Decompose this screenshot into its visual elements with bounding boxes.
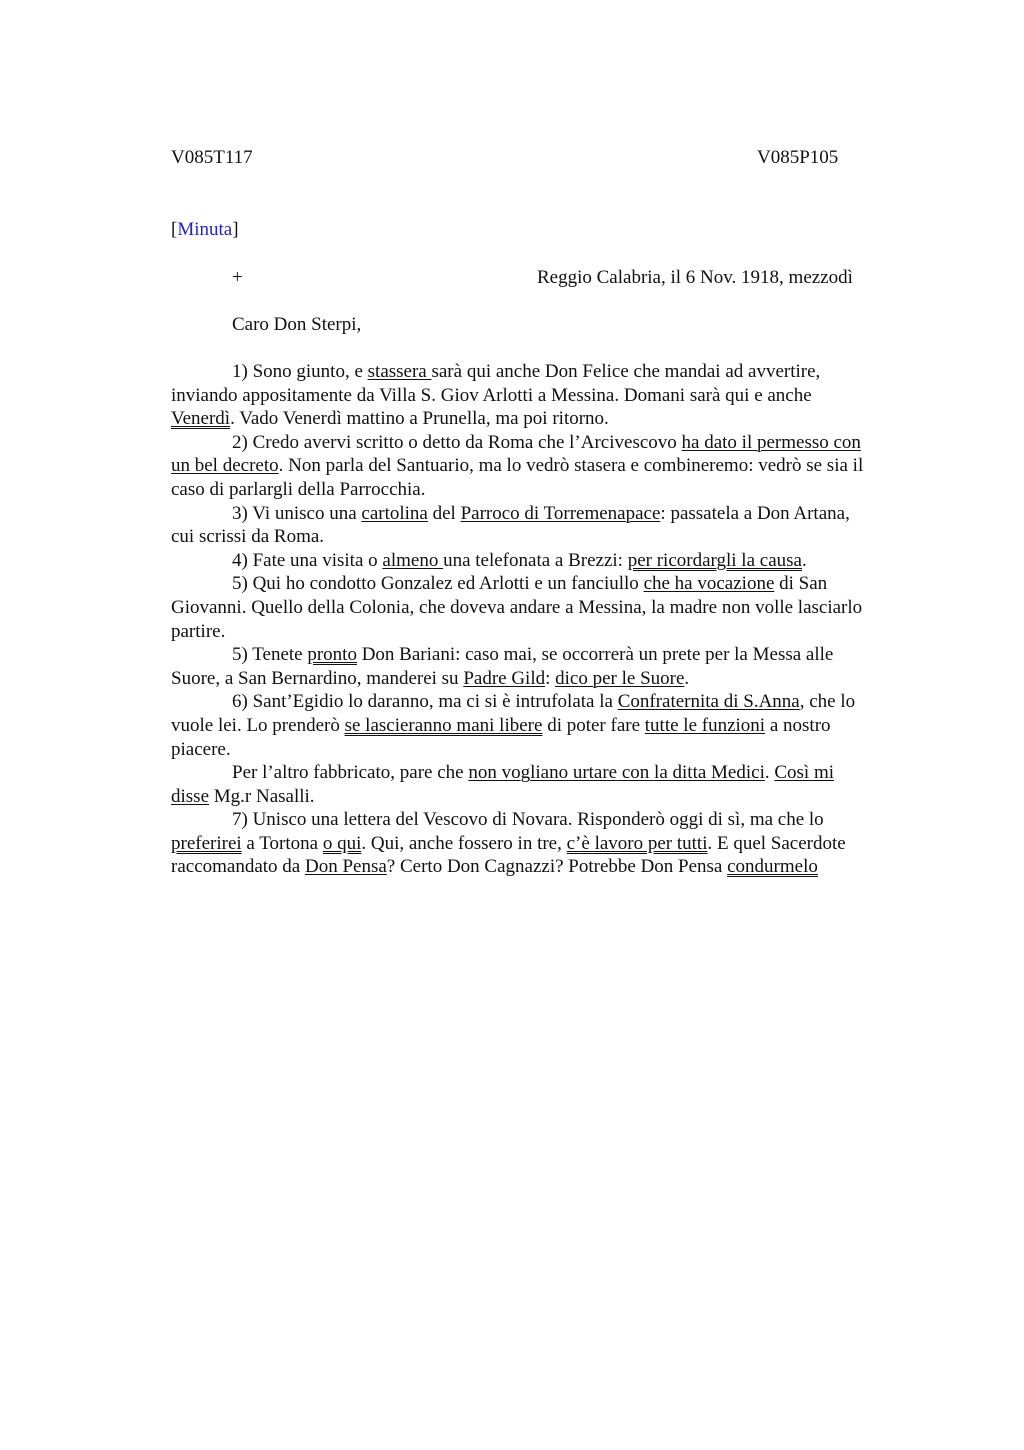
letter-body <box>171 360 931 879</box>
underlined-text: o qui <box>322 832 362 854</box>
letter-line <box>171 431 931 455</box>
letter-line <box>171 407 931 431</box>
underlined-text: un bel decreto <box>171 455 279 477</box>
minuta-link[interactable]: Minuta <box>177 219 233 240</box>
letter-line <box>171 572 931 596</box>
letter-text: 5) Tenete <box>232 644 308 666</box>
letter-text: inviando appositamente da Villa S. Giov Arlotti a Messina. Domani sarà qui e anche <box>171 384 812 406</box>
letter-text: 2) Credo avervi scritto o detto da Roma che l’Arcivescovo <box>232 431 682 453</box>
letter-text: 4) Fate una visita o <box>232 549 383 571</box>
underlined-text: disse <box>171 785 209 807</box>
letter-text: ? Certo Don Cagnazzi? Potrebbe Don Pensa <box>386 856 728 878</box>
underlined-text: pronto <box>307 644 357 666</box>
letter-text: del <box>427 502 461 524</box>
letter-text: . <box>684 667 690 689</box>
letter-line <box>171 384 931 408</box>
letter-text: . <box>801 549 807 571</box>
letter-text: cui scrissi da Roma. <box>171 526 325 548</box>
underlined-text: almeno <box>382 549 444 571</box>
letter-text: . Vado Venerdì mattino a Prunella, ma poi ritorno. <box>230 408 609 430</box>
letter-text: sarà qui anche Don Felice che mandai ad avvertire, <box>431 361 821 382</box>
underlined-text: condurmelo <box>727 856 818 878</box>
minuta-close-bracket: ] <box>232 219 239 240</box>
letter-text: 5) Qui ho condotto Gonzalez ed Arlotti e un fanciullo <box>232 573 644 595</box>
underlined-text: tutte le funzioni <box>644 714 766 736</box>
letter-text: , che lo <box>799 691 856 713</box>
underlined-text: dico per le Suore <box>555 667 685 689</box>
letter-text: 6) Sant’Egidio lo daranno, ma ci si è intrufolata la <box>232 691 618 713</box>
letter-text: caso di parlargli della Parrocchia. <box>171 478 426 500</box>
letter-line <box>171 525 931 549</box>
letter-line <box>171 761 931 785</box>
letter-text: piacere. <box>171 738 231 760</box>
letter-text: Per l’altro fabbricato, pare che <box>232 762 469 784</box>
letter-text: a nostro <box>765 714 831 736</box>
letter-text: : passatela a Don Artana, <box>660 502 850 524</box>
letter-text: 7) Unisco una lettera del Vescovo di Novara. Risponderò oggi di sì, ma che lo <box>232 809 824 831</box>
letter-text: 3) Vi unisco una <box>232 502 362 524</box>
letter-text: : <box>545 667 556 689</box>
underlined-text: che ha vocazione <box>643 573 775 595</box>
salutation: Caro Don Sterpi, <box>232 314 362 335</box>
letter-line <box>171 785 931 809</box>
letter-line <box>171 596 931 620</box>
letter-line <box>171 832 931 856</box>
letter-line <box>171 549 931 573</box>
underlined-text: Padre Gild <box>463 667 546 689</box>
letter-line <box>171 714 931 738</box>
underlined-text: non vogliano urtare con la ditta Medici <box>468 762 765 784</box>
underlined-text: cartolina <box>361 502 428 524</box>
underlined-text: preferirei <box>171 832 242 854</box>
underlined-text: per ricordargli la causa <box>627 549 802 571</box>
dateline: Reggio Calabria, il 6 Nov. 1918, mezzodì <box>537 267 853 288</box>
document-code-right: V085P105 <box>757 147 839 168</box>
letter-text: a Tortona <box>241 832 323 854</box>
letter-text: raccomandato da <box>171 856 305 878</box>
letter-text: 1) Sono giunto, e <box>232 361 368 382</box>
underlined-text: stassera <box>367 361 432 382</box>
letter-text: Mg.r Nasalli. <box>209 785 315 807</box>
letter-line <box>171 808 931 832</box>
letter-text: . Qui, anche fossero in tre, <box>361 832 567 854</box>
letter-text: . E quel Sacerdote <box>707 832 846 854</box>
minuta-label <box>171 218 239 242</box>
letter-line <box>171 620 931 644</box>
minuta-open-bracket: [ <box>171 219 178 240</box>
underlined-text: Confraternita di S.Anna <box>617 691 800 713</box>
underlined-text: c’è lavoro per tutti <box>566 832 708 854</box>
letter-text: di poter fare <box>542 714 645 736</box>
letter-line <box>171 360 931 384</box>
letter-line <box>171 502 931 526</box>
underlined-text: Parroco di Torremenapace <box>460 502 661 524</box>
underlined-text: Don Pensa <box>304 856 387 878</box>
letter-text: di San <box>774 573 828 595</box>
underlined-text: se lascieranno mani libere <box>344 714 543 736</box>
letter-text: Don Bariani: caso mai, se occorrerà un prete per la Messa alle <box>356 644 834 666</box>
letter-line <box>171 478 931 502</box>
document-code-left: V085T117 <box>171 147 253 168</box>
letter-text: una telefonata a Brezzi: <box>443 549 628 571</box>
underlined-text: Venerdì <box>171 408 231 430</box>
underlined-text: Così mi <box>774 762 835 784</box>
letter-text: vuole lei. Lo prenderò <box>171 714 345 736</box>
letter-line <box>171 454 931 478</box>
letter-line <box>171 855 931 879</box>
underlined-text: ha dato il permesso con <box>681 431 861 453</box>
letter-text: . <box>764 762 775 784</box>
letter-line <box>171 643 931 667</box>
letter-line <box>171 738 931 762</box>
letter-text: Suore, a San Bernardino, manderei su <box>171 667 464 689</box>
letter-line <box>171 667 931 691</box>
letter-text: . Non parla del Santuario, ma lo vedrò stasera e combineremo: vedrò se sia il <box>278 455 864 477</box>
letter-line <box>171 690 931 714</box>
letter-text: partire. <box>171 620 226 642</box>
cross-mark: + <box>232 267 243 288</box>
letter-text: Giovanni. Quello della Colonia, che doveva andare a Messina, la madre non volle lasciarlo <box>171 596 863 618</box>
